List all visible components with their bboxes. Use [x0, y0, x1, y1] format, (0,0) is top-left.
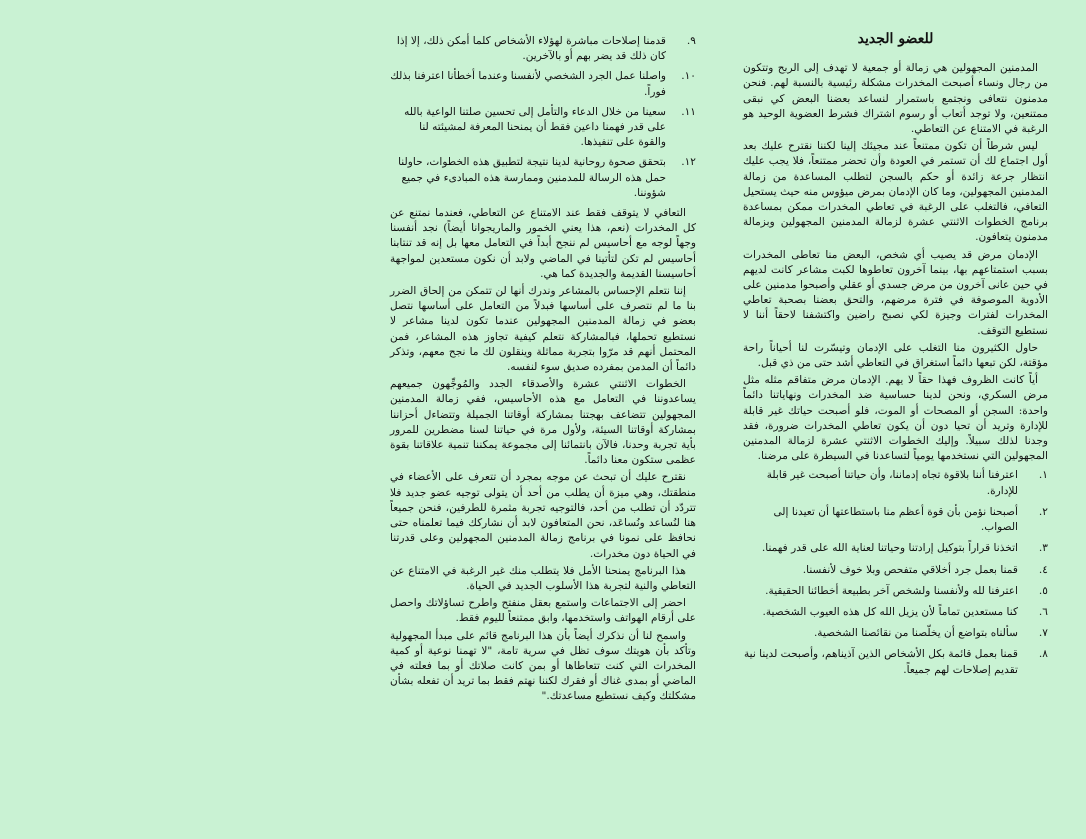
step-number: ٩.	[686, 35, 696, 47]
step-number: ٣.	[1038, 542, 1048, 555]
step-text: قمنا بعمل جرد أخلاقي متفحص وبلا خوف لأنفسنا.	[802, 563, 1018, 576]
step-text: أصبحنا نؤمن بأن قوة أعظم منا باستطاعتها أن تعيدنا إلى الصواب.	[773, 505, 1018, 534]
step-text: بتحقق صحوة روحانية لدينا نتيجة لتطبيق هذه الخطوات، حاولنا حمل هذه الرسالة للمدمنين وممارسة هذه المبادىء في جميع شؤوننا.	[398, 156, 666, 199]
step-text: قمنا بعمل قائمة بكل الأشخاص الذين آذيناهم، وأصبحت لدينا نية تقديم إصلاحات لهم جميعاً.	[743, 648, 1018, 676]
paragraph: المدمنين المجهولين هي زمالة أو جمعية لا تهدف إلى الربح وتتكون من رجال ونساء أصبحت المخدرات مشكلة رئيسية بالنسبة لهم. فنحن مدمنون نتعافى ونجتمع باستمرار لنساعد بعضنا البعض كي نبقى ممتنعين، ولا توجد أتعاب أو رسوم اشتراك فشرط العضوية الوحيد هو الرغبة في الامتناع عن التعاطي.	[743, 62, 1048, 136]
paragraph: التعافي لا يتوقف فقط عند الامتناع عن التعاطي، فعندما نمتنع عن كل المخدرات (نعم، هذا يعني الخمور والماريجوانا أيضاً) نجد أنفسنا وجهاً لوجه مع أحاسيس لم ننجح أبداً في التعامل معها بل إنه قد تنتابنا أحاسيس لم تكن لتأتينا في الماضي ولابد أن نكون مستعدين لمواجهة أحاسيسنا القديمة والجديدة كما هي.	[390, 207, 696, 280]
step-text: واصلنا عمل الجرد الشخصي لأنفسنا وعندما أخطأنا اعترفنا بذلك فوراً.	[390, 70, 666, 98]
step-text: سألناه بتواضع أن يخلّصنا من نقائصنا الشخصية.	[813, 627, 1018, 640]
paragraph: الخطوات الاثنتي عشرة والأصدقاء الجدد والمُوجِّهون جميعهم يساعدوننا في التعامل مع هذه الأحاسيس، ففي زمالة المدمنين المجهولين تتضاعف بهجتنا بمشاركة أوقاتنا الجميلة وتتضاءل أحزاننا بمشاركة أوقاتنا السيئة، ولأول مرة في حياتنا لسنا مضطرين للمرور بأية تجربة وحدنا، فالآن بانتمائنا إلى مجموعة يمكننا تنمية علاقاتنا بقوة عظمى ستكون معنا دائماً.	[390, 378, 696, 467]
step-item	[743, 605, 1048, 620]
step-item	[390, 105, 696, 151]
step-item	[390, 69, 696, 99]
step-text: قدمنا إصلاحات مباشرة لهؤلاء الأشخاص كلما أمكن ذلك، إلا إذا كان ذلك قد يضر بهم أو بالآخرين.	[396, 35, 666, 63]
paragraph: الإدمان مرض قد يصيب أي شخص، البعض منا تعاطى المخدرات بسبب استمتاعهم بها، بينما آخرون تعاطوها لكبت مشاعر كانت لديهم في حين عانى آخرون من مرض جسدي أو عقلي وأصبحوا مدمنين على الأدوية الموصوفة في فترة مرضهم، والتحق بعضنا بصحبة تعاطي المخدرات لفترات وجيزة لكي نصبح راضين واكتشفنا لاحقاً أننا لا نستطيع التوقف.	[743, 248, 1048, 337]
paragraph: حاول الكثيرون منا التغلب على الإدمان وتيسّرت لنا أحياناً راحة مؤقتة، لكن تبعها دائماً استغراق في التعاطي أشد حتى من ذي قبل.	[743, 341, 1048, 370]
step-number: ٤.	[1038, 563, 1048, 576]
step-item	[390, 34, 696, 64]
paragraph: إننا نتعلم الإحساس بالمشاعر وندرك أنها لن تتمكن من إلحاق الضرر بنا ما لم نتصرف على أساسها فبدلاً من التعامل على أساسها نتصل بعضو في زمالة المدمنين المجهولين عندما تكون لدينا مشاعر لا نستطيع تحملها، فبالمشاركة نتعلم كيفية تجاوز هذه المشاعر، فمن المحتمل أنهم قد مرّوا بتجربة مماثلة وينقلون لك ما نجح معهم، وتذكر دائماً أن المدمن بمفرده صديق سوء لنفسه.	[390, 285, 696, 374]
step-item	[390, 155, 696, 201]
step-number: ٨.	[1038, 648, 1048, 661]
step-number: ١٠.	[681, 70, 696, 83]
step-item	[743, 626, 1048, 641]
step-number: ٧.	[1038, 627, 1048, 640]
step-number: ٥.	[1038, 584, 1048, 597]
step-number: ٦.	[1038, 605, 1048, 618]
step-text: اتخذنا قراراً بتوكيل إرادتنا وحياتنا لعناية الله على قدر فهمنا.	[761, 542, 1018, 555]
step-text: كنا مستعدين تماماً لأن يزيل الله كل هذه العيوب الشخصية.	[762, 605, 1018, 618]
step-item	[743, 563, 1048, 578]
twelve-steps-list-part-1	[743, 468, 1048, 677]
left-column	[390, 30, 696, 707]
step-text: سعينا من خلال الدعاء والتأمل إلى تحسين صلتنا الواعية بالله على قدر فهمنا داعين فقط أن يمنحنا المعرفة لمشيئته لنا والقوة على تنفيذها.	[404, 105, 666, 149]
step-item	[743, 468, 1048, 498]
step-number: ١٢.	[681, 156, 696, 169]
step-item	[743, 541, 1048, 556]
step-number: ١.	[1038, 469, 1048, 482]
paragraph: أياً كانت الظروف فهذا حقاً لا يهم. الإدمان مرض متفاقم مثله مثل مرض السكري، ونحن لدينا حساسية ضد المخدرات ونهاياتنا دائماً واحدة: السجن أو المصحات أو الموت، فلو أصبحت حياتك غير قابلة للإدارة وتريد أن تحيا دون أن يكون تعاطي المخدرات ضرورة، فقد وجدنا لذلك سبيلاً. وإليك الخطوات الاثنتي عشرة لزمالة المدمنين المجهولين التي نستخدمها يومياً لتساعدنا في السيطرة على مرضنا.	[743, 374, 1048, 463]
step-number: ٢.	[1038, 505, 1048, 518]
step-number: ١١.	[681, 105, 696, 118]
paragraph: هذا البرنامج يمنحنا الأمل فلا يتطلب منك غير الرغبة في الامتناع عن التعاطي والنية لتجربة هذا الأسلوب الجديد في الحياة.	[390, 564, 696, 592]
step-text: اعترفنا أننا بلاقوة تجاه إدماننا، وأن حياتنا أصبحت غير قابلة للإدارة.	[766, 469, 1018, 497]
right-column	[743, 26, 1048, 684]
step-item	[743, 647, 1048, 677]
twelve-steps-list-part-2	[390, 34, 696, 201]
paragraph: نقترح عليك أن تبحث عن موجه بمجرد أن تتعرف على الأعضاء في منطقتك، وهي ميزة أن يطلب من أحد أن يتولى توجيه عضو جديد فلا تتردّد أن تطلب من أحد، فالتوجيه تجربة مثمرة للطرفين، فنحن جميعاً هنا لنُساعد ونُساعَد، نحن المتعافون لابد أن نشاركك فيما تعلمناه حتى نحافظ على نمونا في برنامج زمالة المدمنين المجهولين وعلى قدرتنا في الحياة دون مخدرات.	[390, 471, 696, 560]
paragraph: احضر إلى الاجتماعات واستمع بعقل منفتح واطرح تساؤلاتك واحصل على أرقام الهواتف واستخدمها، وابق ممتنعاً لليوم فقط.	[390, 597, 696, 625]
paragraph: ليس شرطاً أن تكون ممتنعاً عند مجيئك إلينا لكننا نقترح عليك بعد أول اجتماع لك أن تستمر في العودة وأن تحضر ممتنعاً، فلا يجب عليك انتظار جرعة زائدة أو حكم بالسجن لتطلب المساعدة من زمالة المدمنين المجهولين، وما كان الإدمان بمرض ميؤوس منه حيث يستحيل التعافي، فالتغلب على الرغبة في تعاطي المخدرات ممكن بمساعدة برنامج الخطوات الاثنتي عشرة لزمالة المدمنين المجهولين وبزمالة مدمنون يتعافون.	[743, 140, 1048, 244]
step-item	[743, 505, 1048, 535]
paragraph: واسمح لنا أن نذكرك أيضاً بأن هذا البرنامج قائم على مبدأ المجهولية وتأكد بأن هويتك سوف تظل في سرية تامة، "لا تهمنا نوعية أو كمية المخدرات التي كنت تتعاطاها أو بمن كانت صلاتك أو بما فعلته في الماضي أو بمدى غناك أو فقرك لكننا نهتم فقط بما تريد أن تفعله بشأن مشكلتك وكيف نستطيع مساعدتك."	[390, 629, 696, 703]
step-item	[743, 584, 1048, 599]
page-title: للعضو الجديد	[857, 31, 934, 47]
step-text: اعترفنا لله ولأنفسنا ولشخص آخر بطبيعة أخطائنا الحقيقية.	[765, 584, 1018, 597]
